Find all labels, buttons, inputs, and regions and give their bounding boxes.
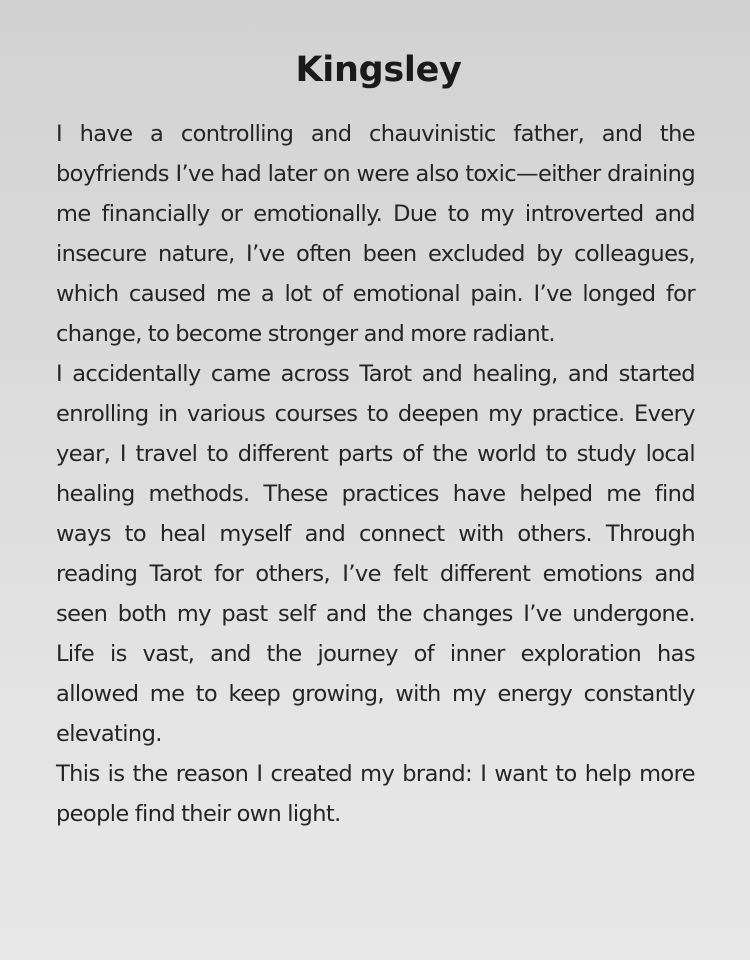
paragraph-brand-reason: This is the reason I created my brand: I want to help more people find their own light. bbox=[56, 761, 695, 827]
paragraph-background: I have a controlling and chauvinistic father, and the boyfriends I’ve had later on were also toxic—either draining me financially or emotionally. Due to my introverted and insecure nature, I’ve often been excluded by colleagues, which caused me a lot of emotional pain. I’ve longed for change, to become stronger and more radiant. bbox=[56, 121, 695, 347]
paragraph-journey: I accidentally came across Tarot and healing, and started enrolling in various courses to deepen my practice. Every year, I travel to different parts of the world to study local healing methods. These practices have helped me find ways to heal myself and connect with others. Through reading Tarot for others, I’ve felt different emotions and seen both my past self and the changes I’ve undergone. Life is vast, and the journey of inner exploration has allowed me to keep growing, with my energy constantly elevating. bbox=[56, 361, 695, 747]
story-text bbox=[56, 114, 695, 834]
page-title: Kingsley bbox=[295, 50, 462, 90]
